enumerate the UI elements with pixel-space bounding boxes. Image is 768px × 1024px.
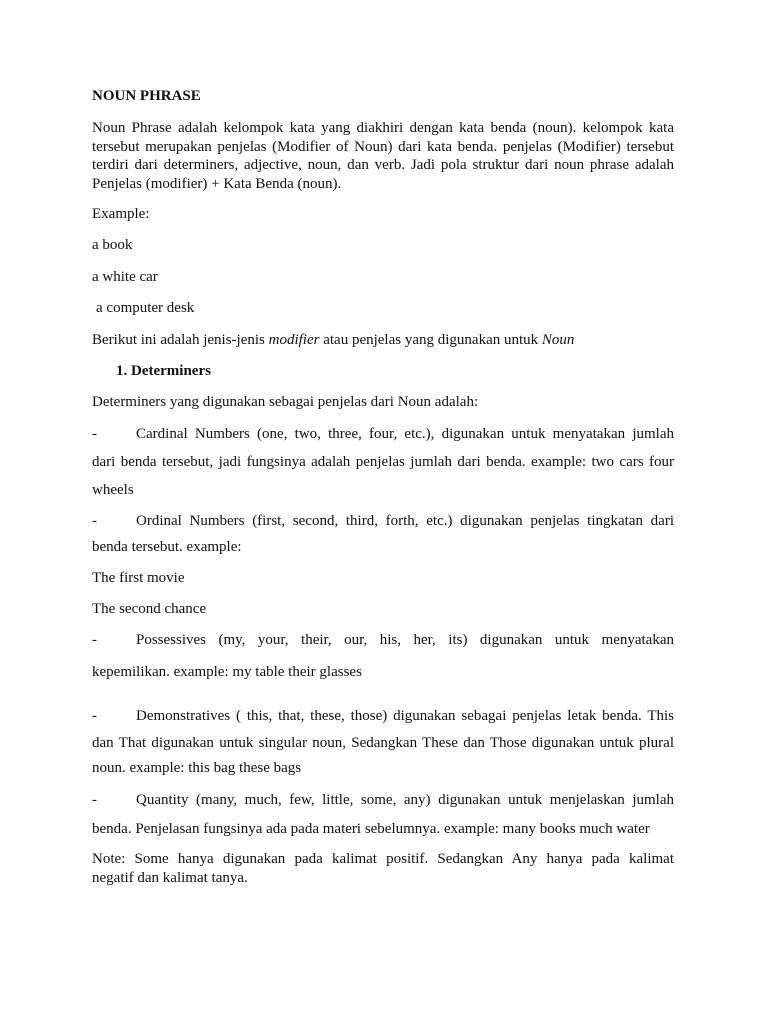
list-item-continuation: benda tersebut. example: (92, 539, 242, 555)
ordinal-example: The second chance (92, 601, 207, 617)
list-item-continuation: kepemilikan. example: my table their glasses (92, 664, 362, 680)
intro-line: tersebut merupakan penjelas (Modifier of Noun) dari kata benda. penjelas (Modifier) tersebut (92, 138, 674, 155)
list-item-text: Demonstratives ( this, that, these, those) digunakan sebagai penjelas letak benda. This (136, 708, 674, 724)
dash-marker: - (92, 426, 97, 442)
modifier-term: modifier (268, 332, 320, 348)
list-item-text: Possessives (my, your, their, our, his, her, its) digunakan untuk menyatakan (136, 632, 674, 648)
example-label: Example: (92, 206, 150, 222)
modifier-sentence-part: atau penjelas yang digunakan untuk (319, 332, 542, 348)
list-item-continuation: benda. Penjelasan fungsinya ada pada materi sebelumnya. example: many books much water (92, 821, 650, 837)
list-item-text: Ordinal Numbers (first, second, third, forth, etc.) digunakan penjelas tingkatan dari (136, 513, 674, 529)
dash-marker: - (92, 513, 97, 529)
intro-line: Penjelas (modifier) + Kata Benda (noun). (92, 175, 342, 192)
example-item: a computer desk (96, 300, 195, 316)
page-title: NOUN PHRASE (92, 88, 201, 104)
list-item (92, 791, 674, 809)
determiners-intro: Determiners yang digunakan sebagai penjelas dari Noun adalah: (92, 394, 479, 410)
list-item-continuation: wheels (92, 482, 134, 498)
note-paragraph (92, 850, 674, 887)
dash-marker: - (92, 632, 97, 648)
intro-line: terdiri dari determiners, adjective, noun, dan verb. Jadi pola struktur dari noun phrase adalah (92, 157, 674, 173)
intro-paragraph (92, 119, 674, 193)
note-line: negatif dan kalimat tanya. (92, 869, 248, 886)
ordinal-example: The first movie (92, 570, 185, 586)
list-item-continuation: dari benda tersebut, jadi fungsinya adalah penjelas jumlah dari benda. example: two cars four (92, 454, 674, 470)
note-line: Note: Some hanya digunakan pada kalimat positif. Sedangkan Any hanya pada kalimat (92, 851, 674, 867)
list-item-continuation: dan That digunakan untuk singular noun, Sedangkan These dan Those digunakan untuk plural (92, 735, 674, 751)
example-item: a book (92, 237, 133, 253)
list-item (92, 425, 674, 443)
list-item-text: Cardinal Numbers (one, two, three, four, etc.), digunakan untuk menyatakan jumlah (136, 426, 674, 442)
intro-line: Noun Phrase adalah kelompok kata yang diakhiri dengan kata benda (noun). kelompok kata (92, 120, 674, 136)
document-page (92, 0, 674, 1024)
list-item (92, 512, 674, 530)
modifier-sentence (92, 331, 674, 349)
dash-marker: - (92, 792, 97, 808)
list-item-text: Quantity (many, much, few, little, some, any) digunakan untuk menjelaskan jumlah (136, 792, 674, 808)
list-item (92, 707, 674, 725)
section-heading: 1. Determiners (116, 363, 211, 379)
list-item-continuation: noun. example: this bag these bags (92, 760, 302, 776)
dash-marker: - (92, 708, 97, 724)
modifier-sentence-part: Berikut ini adalah jenis-jenis (92, 332, 269, 348)
noun-term: Noun (541, 332, 575, 348)
list-item (92, 631, 674, 649)
example-item: a white car (92, 269, 158, 285)
